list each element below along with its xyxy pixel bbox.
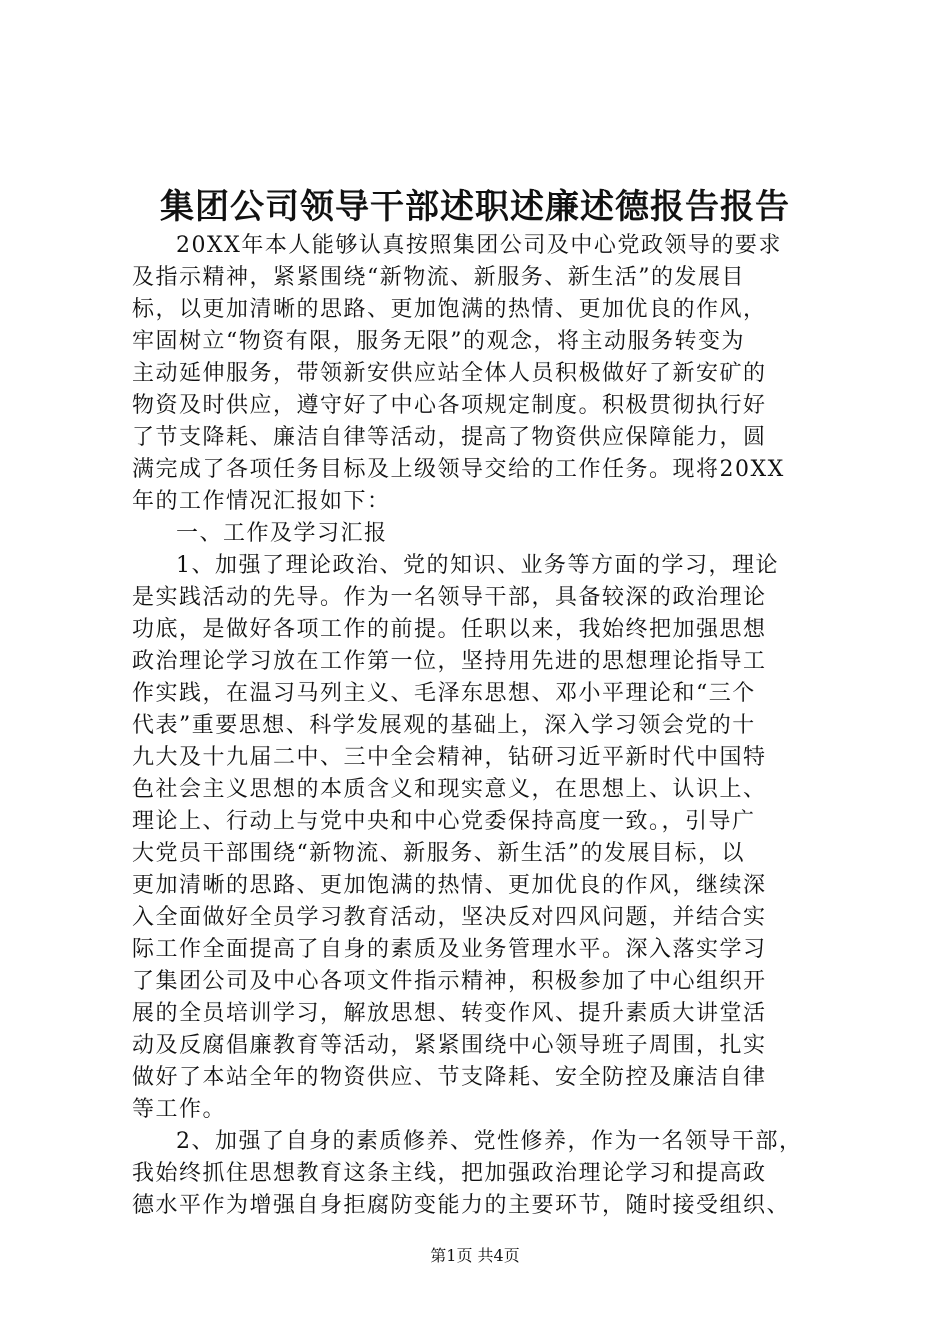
text-line: 物资及时供应，遵守好了中心各项规定制度。积极贯彻执行好 <box>132 393 767 418</box>
section-heading: 一、工作及学习汇报 <box>176 521 388 546</box>
document-title: 集团公司领导干部述职述廉述德报告报告 <box>160 187 790 227</box>
page-total: 共4页 <box>477 1246 520 1265</box>
text-line: 展的全员培训学习，解放思想、转变作风、提升素质大讲堂活 <box>132 1001 767 1026</box>
text-line: 牢固树立“物资有限，服务无限”的观念，将主动服务转变为 <box>132 329 745 354</box>
text-line: 更加清晰的思路、更加饱满的热情、更加优良的作风，继续深 <box>132 873 767 898</box>
text-line: 动及反腐倡廉教育等活动，紧紧围绕中心领导班子周围，扎实 <box>132 1033 767 1058</box>
text-line: 作实践，在温习马列主义、毛泽东思想、邓小平理论和“三个 <box>132 681 756 706</box>
text-line: 我始终抓住思想教育这条主线，把加强政治理论学习和提高政 <box>132 1161 767 1186</box>
text-line: 做好了本站全年的物资供应、节支降耗、安全防控及廉洁自律 <box>132 1065 767 1090</box>
text-line: 大党员干部围绕“新物流、新服务、新生活”的发展目标，以 <box>132 841 745 866</box>
text-line: 色社会主义思想的本质含义和现实意义，在思想上、认识上、 <box>132 777 767 802</box>
text-line: 1、加强了理论政治、党的知识、业务等方面的学习，理论 <box>176 553 779 578</box>
text-line: 是实践活动的先导。作为一名领导干部，具备较深的政治理论 <box>132 585 767 610</box>
text-line: 代表”重要思想、科学发展观的基础上，深入学习领会党的十 <box>132 713 756 738</box>
text-line: 标，以更加清晰的思路、更加饱满的热情、更加优良的作风， <box>132 297 767 322</box>
text-line: 了集团公司及中心各项文件指示精神，积极参加了中心组织开 <box>132 969 767 994</box>
text-line: 政治理论学习放在工作第一位，坚持用先进的思想理论指导工 <box>132 649 767 674</box>
text-line: 功底，是做好各项工作的前提。任职以来，我始终把加强思想 <box>132 617 767 642</box>
text-line: 入全面做好全员学习教育活动，坚决反对四风问题，并结合实 <box>132 905 767 930</box>
text-line: 德水平作为增强自身拒腐防变能力的主要环节，随时接受组织、 <box>132 1193 791 1218</box>
text-line: 20XX年本人能够认真按照集团公司及中心党政领导的要求 <box>176 233 782 258</box>
text-line: 际工作全面提高了自身的素质及业务管理水平。深入落实学习 <box>132 937 767 962</box>
text-line: 等工作。 <box>132 1097 227 1122</box>
document-body <box>132 230 836 1222</box>
page-footer <box>0 1244 950 1268</box>
page-number: 第1页 <box>430 1246 473 1265</box>
text-line: 及指示精神，紧紧围绕“新物流、新服务、新生活”的发展目 <box>132 265 745 290</box>
text-line: 2、加强了自身的素质修养、党性修养，作为一名领导干部， <box>176 1129 803 1154</box>
text-line: 理论上、行动上与党中央和中心党委保持高度一致。，引导广 <box>132 809 756 834</box>
text-line: 主动延伸服务，带领新安供应站全体人员积极做好了新安矿的 <box>132 361 767 386</box>
text-line: 了节支降耗、廉洁自律等活动，提高了物资供应保障能力，圆 <box>132 425 767 450</box>
text-line: 满完成了各项任务目标及上级领导交给的工作任务。现将20XX <box>132 457 785 482</box>
text-line: 年的工作情况汇报如下： <box>132 489 391 514</box>
text-line: 九大及十九届二中、三中全会精神，钻研习近平新时代中国特 <box>132 745 767 770</box>
